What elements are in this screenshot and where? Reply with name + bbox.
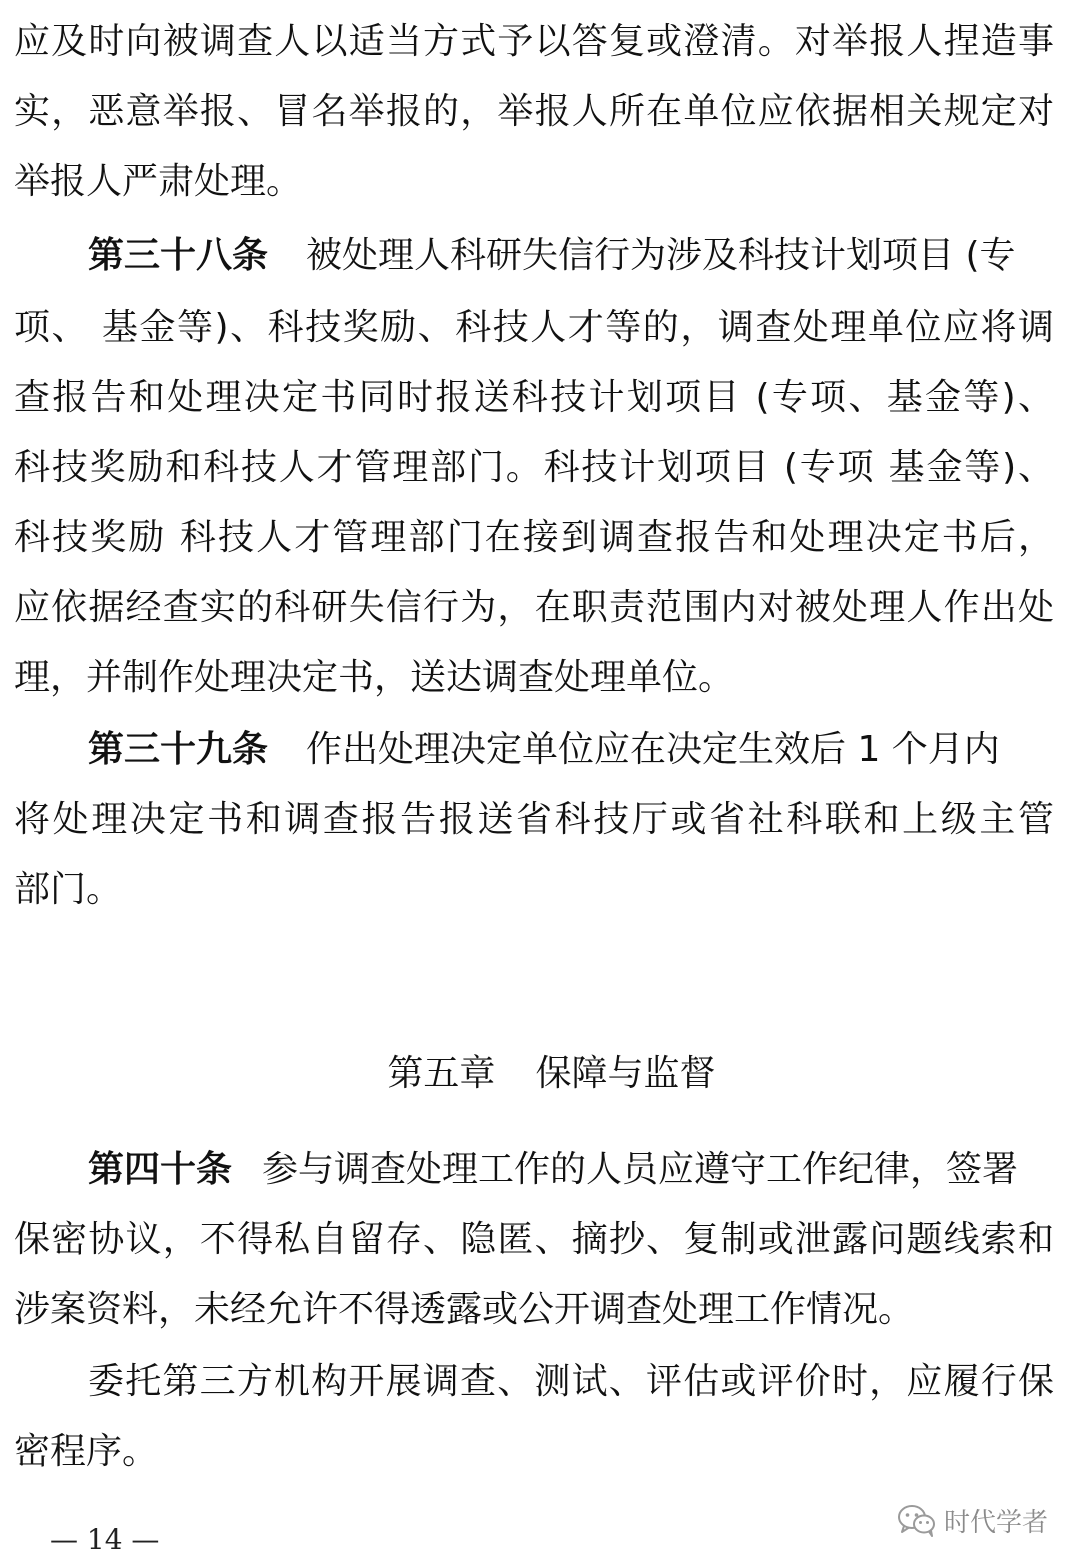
- text-line: 科技奖励和科技人才管理部门。科技计划项目 (专项 基金等)、: [14, 447, 1054, 488]
- text-line: 委托第三方机构开展调查、测试、评估或评价时，应履行保: [88, 1361, 1054, 1402]
- text-line: 部门。: [14, 869, 123, 910]
- article-text: 被处理人科研失信行为涉及科技计划项目 (专: [306, 235, 1016, 276]
- text-line: 科技奖励 科技人才管理部门在接到调查报告和处理决定书后，: [14, 517, 1054, 558]
- text-line: 将处理决定书和调查报告报送省科技厅或省社科联和上级主管: [14, 799, 1054, 840]
- text-line: 实，恶意举报、冒名举报的，举报人所在单位应依据相关规定对: [14, 91, 1054, 132]
- text-line: 应及时向被调查人以适当方式予以答复或澄清。对举报人捏造事: [14, 21, 1054, 62]
- chapter-number: 第五章: [387, 1053, 496, 1094]
- article-text: 作出处理决定单位应在决定生效后 1 个月内: [306, 729, 1000, 770]
- article-title: 第三十八条: [88, 235, 269, 276]
- text-line: 举报人严肃处理。: [14, 161, 303, 202]
- text-line: 涉案资料，未经允许不得透露或公开调查处理工作情况。: [14, 1289, 915, 1330]
- article-title: 第四十条: [88, 1149, 233, 1190]
- article-title: 第三十九条: [88, 729, 269, 770]
- text-line: 密程序。: [14, 1431, 159, 1472]
- text-line: 项、 基金等)、科技奖励、科技人才等的，调查处理单位应将调: [14, 307, 1054, 348]
- text-line: 理，并制作处理决定书，送达调查处理单位。: [14, 657, 735, 698]
- text-line: 查报告和处理决定书同时报送科技计划项目 (专项、基金等)、: [14, 377, 1054, 418]
- article-40-first-line: [88, 1148, 1054, 1192]
- chapter-heading: [0, 1008, 1080, 1096]
- wechat-icon: [896, 1503, 938, 1537]
- text-line: 保密协议，不得私自留存、隐匿、摘抄、复制或泄露问题线索和: [14, 1219, 1054, 1260]
- watermark: [896, 1500, 1048, 1540]
- page-number: — 14 —: [50, 1523, 160, 1556]
- article-text: 参与调查处理工作的人员应遵守工作纪律，签署: [262, 1149, 1019, 1190]
- article-39-first-line: [88, 728, 1054, 772]
- chapter-title: 保障与监督: [535, 1053, 716, 1094]
- text-line: 应依据经查实的科研失信行为，在职责范围内对被处理人作出处: [14, 587, 1054, 628]
- watermark-text: 时代学者: [944, 1507, 1049, 1538]
- article-38-first-line: [88, 234, 1054, 278]
